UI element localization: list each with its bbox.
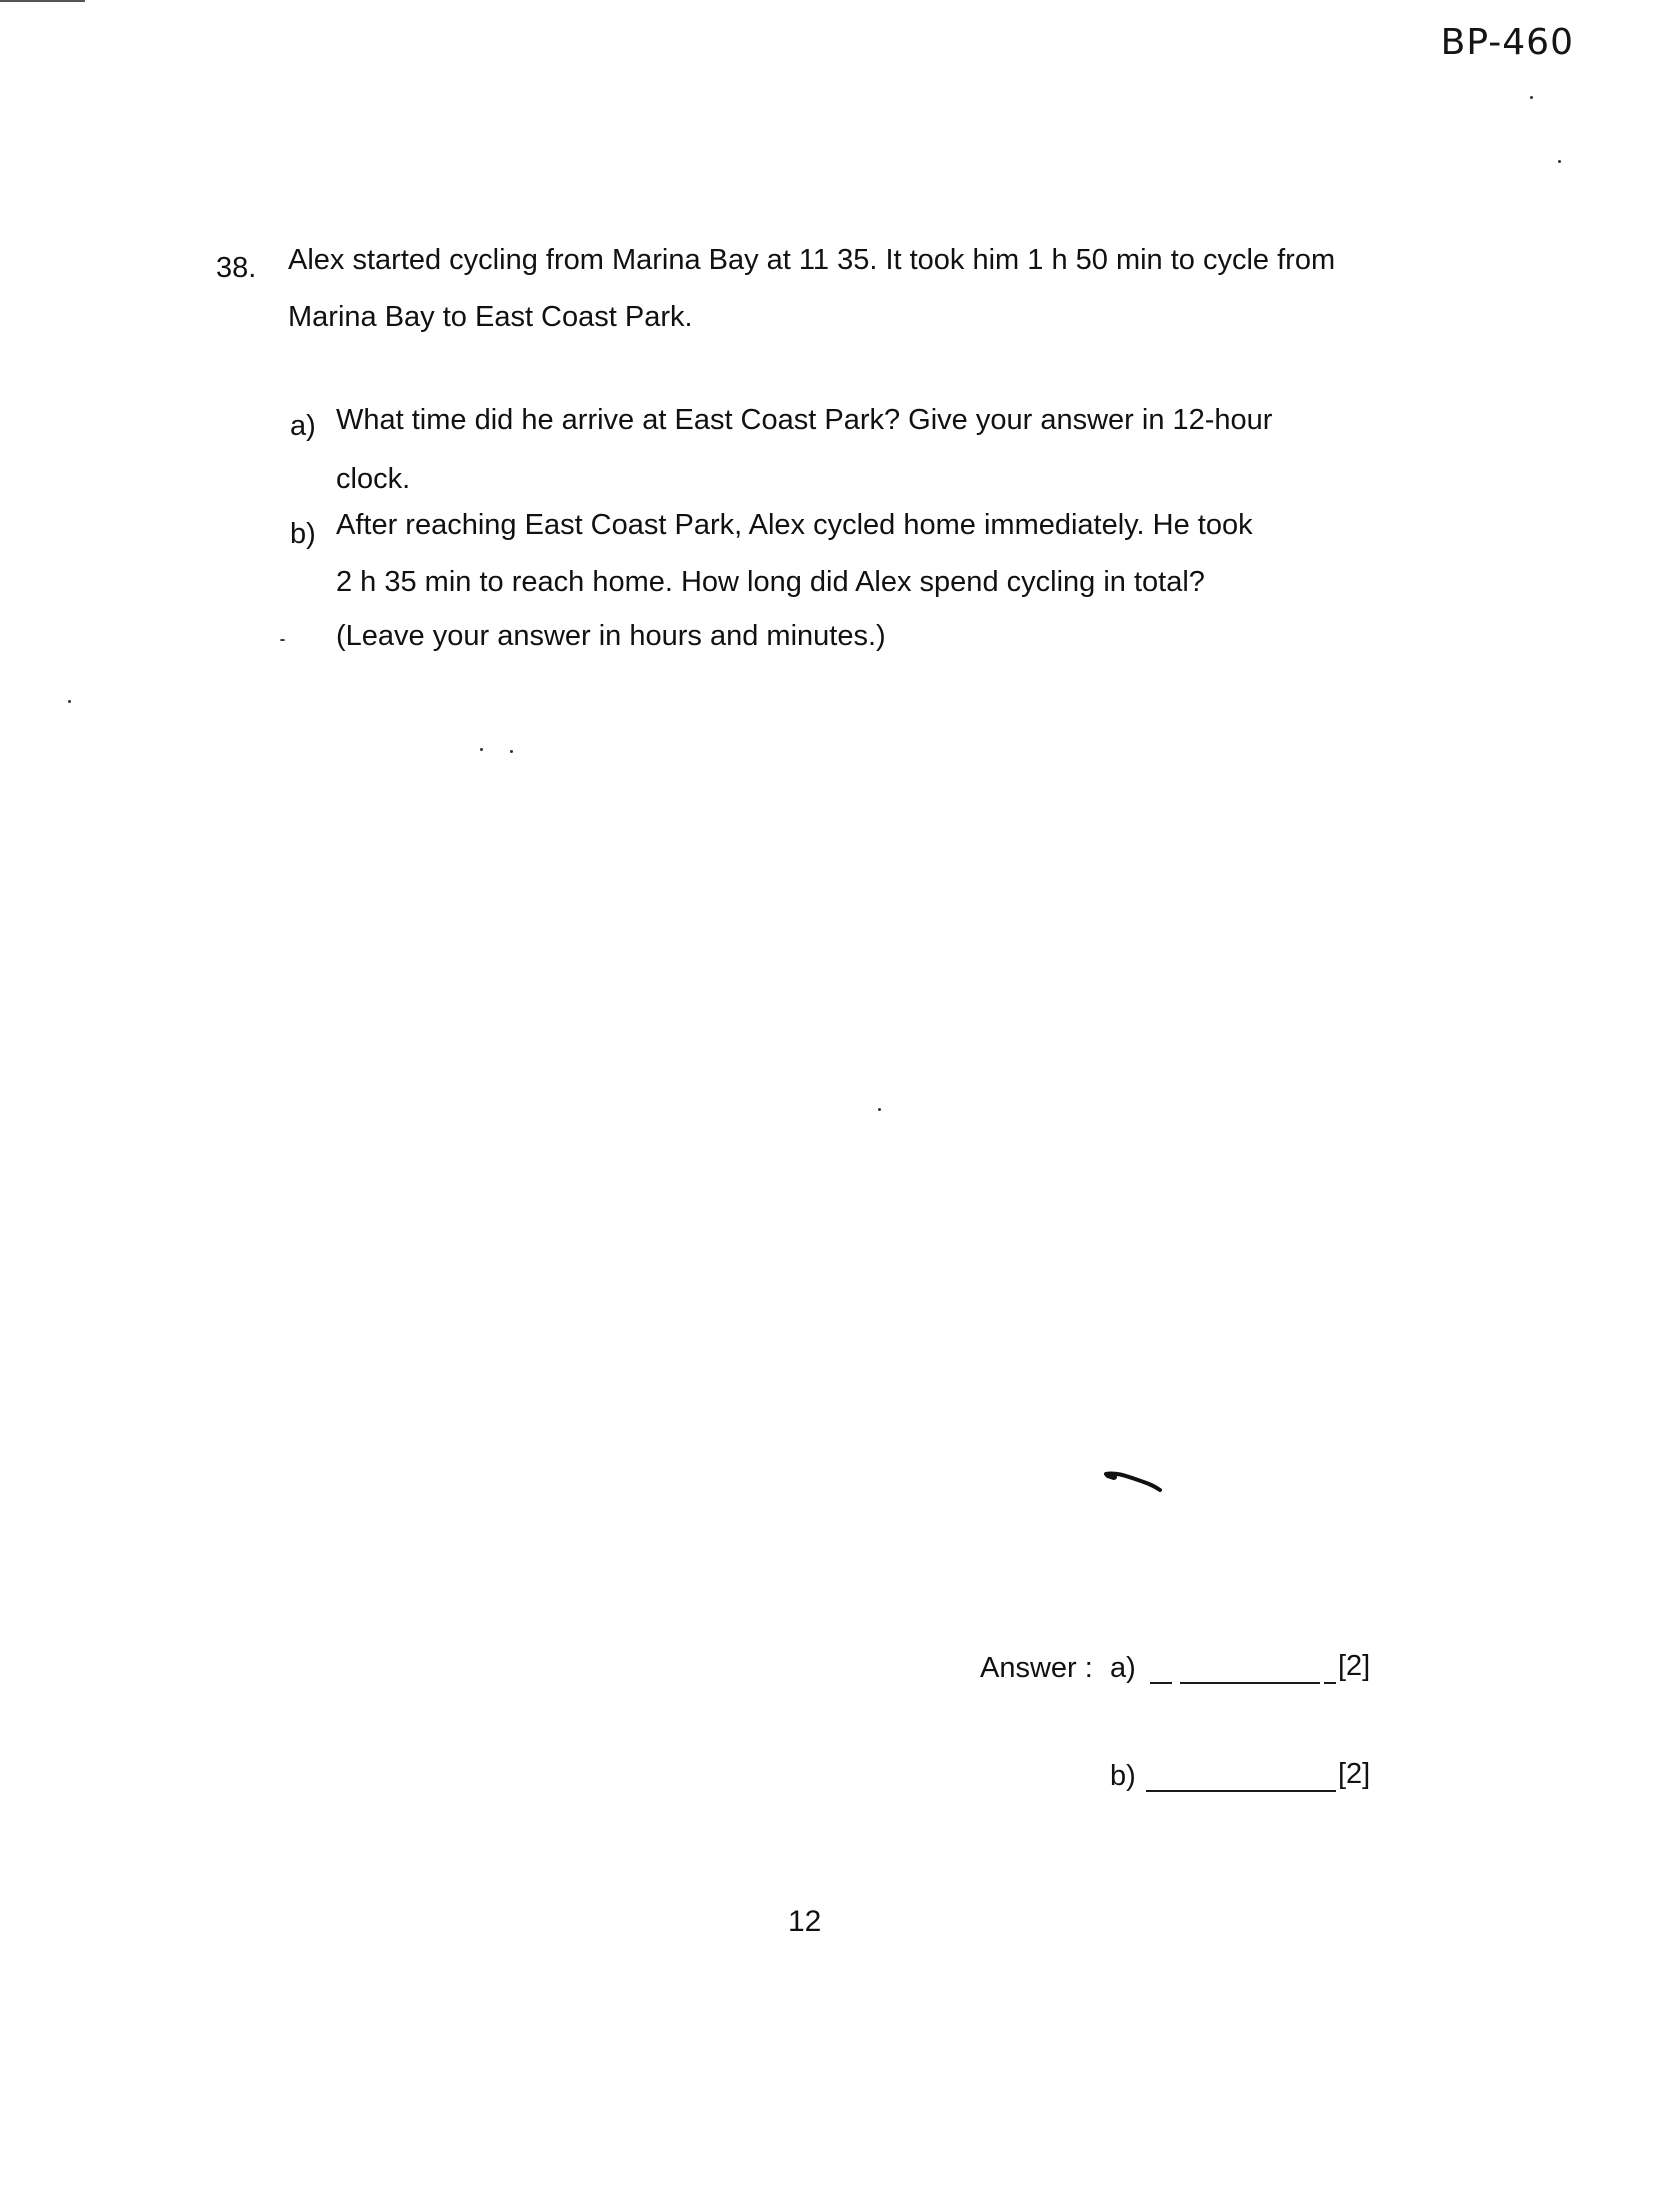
corner-scan-line [0, 0, 85, 2]
scan-speck [1558, 160, 1561, 163]
page-number: 12 [788, 1905, 822, 1938]
paper-code: BP-460 [1440, 22, 1574, 63]
scan-speck [510, 750, 513, 753]
question-number: 38. [216, 252, 257, 284]
answer-a-blank-dash [1150, 1682, 1172, 1684]
answer-a-label: a) [1110, 1652, 1136, 1684]
pen-stroke-mark [1104, 1468, 1164, 1498]
answer-a-blank-dash [1324, 1682, 1336, 1684]
part-b-line-3: (Leave your answer in hours and minutes.) [336, 620, 886, 652]
part-a-line-2: clock. [336, 463, 411, 495]
scan-speck [68, 700, 71, 703]
scan-speck [280, 639, 285, 641]
scan-speck [480, 748, 483, 751]
scan-speck [1530, 96, 1533, 99]
answer-b-label: b) [1110, 1760, 1136, 1792]
answer-a-marks: [2] [1338, 1650, 1371, 1682]
answer-b-blank[interactable] [1146, 1790, 1336, 1792]
part-b-line-1: After reaching East Coast Park, Alex cycled home immediately. He took [336, 509, 1253, 541]
answer-label: Answer : [980, 1652, 1093, 1684]
part-b-line-2: 2 h 35 min to reach home. How long did Alex spend cycling in total? [336, 566, 1205, 598]
scan-speck [878, 1108, 881, 1111]
answer-a-blank[interactable] [1180, 1682, 1320, 1684]
part-a-line-1: What time did he arrive at East Coast Park? Give your answer in 12-hour [336, 404, 1273, 436]
part-b-label: b) [290, 518, 316, 550]
part-a-label: a) [290, 410, 316, 442]
question-stem-line-1: Alex started cycling from Marina Bay at 11 35. It took him 1 h 50 min to cycle from [288, 244, 1336, 276]
answer-b-marks: [2] [1338, 1758, 1371, 1790]
question-stem-line-2: Marina Bay to East Coast Park. [288, 301, 693, 333]
